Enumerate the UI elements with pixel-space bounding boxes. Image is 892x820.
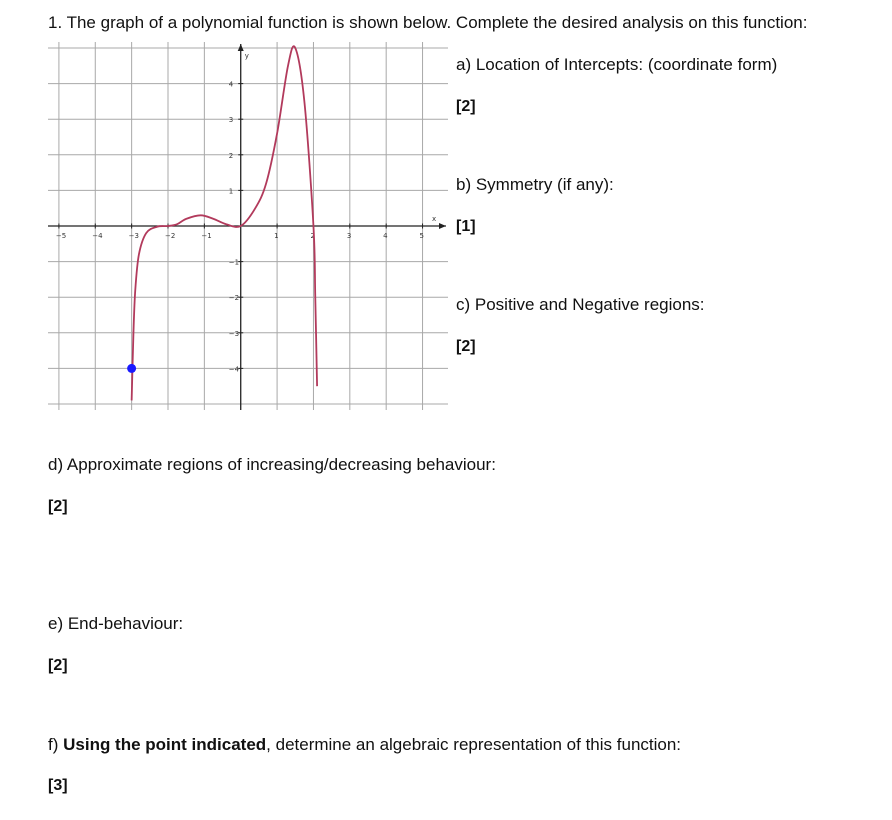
- x-axis-label: x: [432, 215, 437, 223]
- part-e-marks: [2]: [48, 657, 68, 674]
- x-tick-label: −3: [128, 232, 139, 240]
- y-tick-label: −3: [228, 329, 240, 338]
- x-tick-label: −4: [92, 232, 103, 240]
- curve: [127, 46, 317, 400]
- x-tick-label: −1: [201, 232, 212, 240]
- y-tick-label: −1: [228, 258, 240, 267]
- x-axis-arrow: [439, 223, 446, 229]
- y-tick-label: −4: [228, 365, 240, 374]
- part-f-bold-label: Using the point indicated: [63, 735, 267, 754]
- part-f-prefix: f): [48, 735, 64, 754]
- part-f-marks: [3]: [48, 777, 68, 794]
- marked-point: [127, 364, 136, 373]
- part-c-marks: [2]: [456, 338, 476, 355]
- x-tick-label: −5: [55, 232, 67, 240]
- part-a-marks: [2]: [456, 98, 476, 115]
- part-d-marks: [2]: [48, 498, 68, 515]
- part-c-label: c) Positive and Negative regions:: [456, 295, 705, 314]
- y-tick-label: −2: [228, 294, 240, 303]
- x-tick-label: 2: [310, 232, 315, 240]
- part-f-label: [48, 735, 681, 755]
- x-tick-label: 5: [419, 232, 425, 240]
- part-b-label: b) Symmetry (if any):: [456, 175, 614, 194]
- y-tick-label: 2: [228, 151, 234, 160]
- y-axis-label: y: [244, 52, 249, 60]
- part-f-suffix: , determine an algebraic representation of this function:: [266, 735, 682, 754]
- x-tick-label: 4: [383, 232, 388, 240]
- polynomial-graph: [48, 42, 448, 410]
- y-tick-label: 1: [228, 187, 234, 196]
- question-title: 1. The graph of a polynomial function is shown below. Complete the desired analysis on this function:: [48, 13, 808, 32]
- part-d-label: d) Approximate regions of increasing/decreasing behaviour:: [48, 455, 496, 474]
- y-tick-label: 4: [228, 80, 234, 89]
- x-tick-label: −2: [165, 232, 176, 240]
- x-tick-label: 1: [274, 232, 279, 240]
- part-b-marks: [1]: [456, 218, 476, 235]
- x-tick-label: 3: [346, 232, 352, 240]
- part-a-label: a) Location of Intercepts: (coordinate form): [456, 55, 778, 74]
- part-e-label: e) End-behaviour:: [48, 614, 184, 633]
- polynomial-curve: [132, 46, 317, 400]
- y-tick-label: 3: [228, 116, 234, 125]
